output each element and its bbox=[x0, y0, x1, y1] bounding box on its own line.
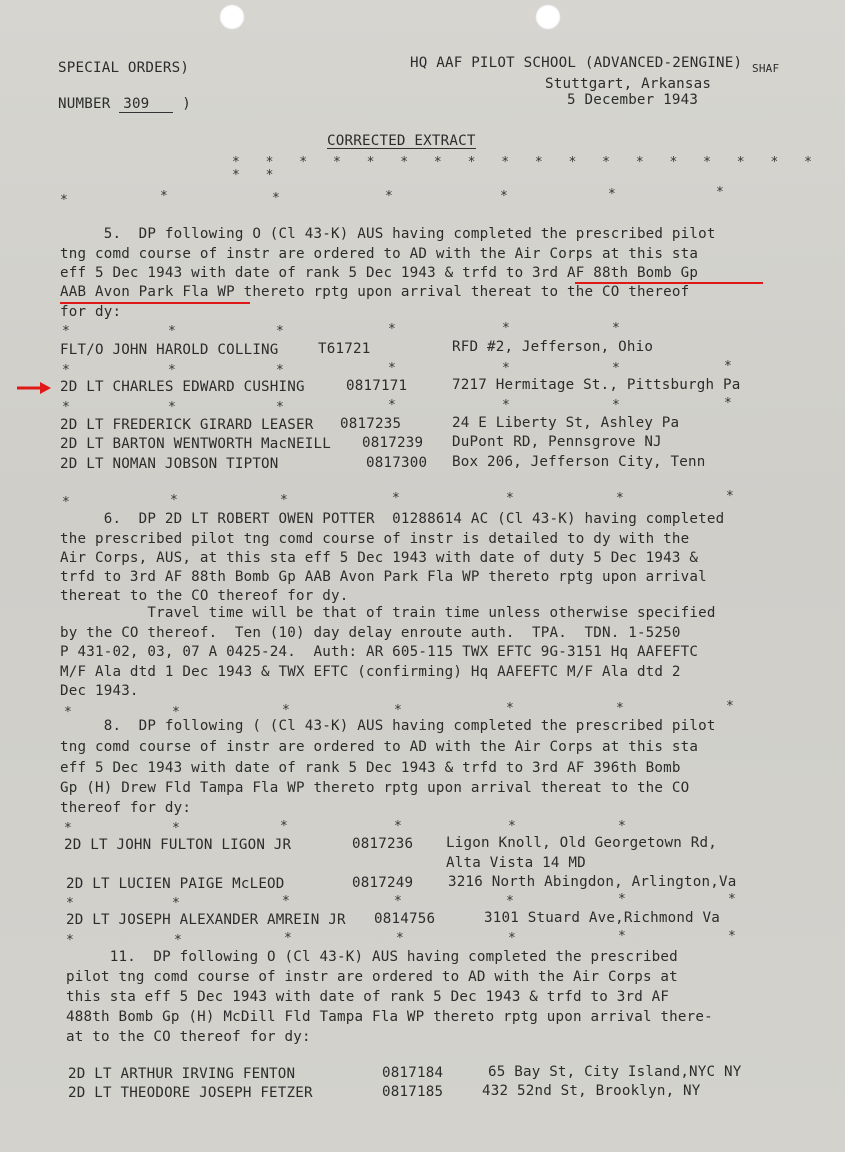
person-address: 432 52nd St, Brooklyn, NY bbox=[482, 1083, 701, 1099]
separator-stars: * bbox=[276, 400, 284, 415]
person-name: 2D LT THEODORE JOSEPH FETZER bbox=[68, 1085, 313, 1101]
separator-stars: * bbox=[726, 489, 734, 504]
separator-stars: * bbox=[168, 324, 176, 339]
paragraph-line: 11. DP following O (Cl 43-K) AUS having completed the prescribed bbox=[66, 949, 678, 965]
separator-stars: * bbox=[388, 361, 396, 376]
separator-stars: * bbox=[172, 821, 180, 836]
paragraph-line: AAB Avon Park Fla WP thereto rptg upon arrival thereat to the CO thereof bbox=[60, 284, 690, 300]
separator-stars: * bbox=[60, 193, 68, 208]
separator-stars: * bbox=[726, 699, 734, 714]
person-serial: 0817171 bbox=[346, 378, 408, 394]
paragraph-line: the prescribed pilot tng comd course of instr is detailed to dy with the bbox=[60, 531, 690, 547]
separator-stars: * bbox=[506, 701, 514, 716]
extract-title: CORRECTED EXTRACT bbox=[327, 133, 476, 149]
separator-stars: * bbox=[394, 703, 402, 718]
separator-stars: * bbox=[62, 495, 70, 510]
paragraph-line: eff 5 Dec 1943 with date of rank 5 Dec 1943 & trfd to 3rd AF 396th Bomb bbox=[60, 760, 681, 776]
separator-stars: * bbox=[724, 396, 732, 411]
paragraph-line: for dy: bbox=[60, 304, 122, 320]
paragraph-line: 488th Bomb Gp (H) McDill Fld Tampa Fla WP thereto rptg upon arrival there- bbox=[66, 1009, 713, 1025]
separator-stars: * bbox=[388, 322, 396, 337]
person-address-line2: Alta Vista 14 MD bbox=[446, 855, 586, 871]
separator-stars: * bbox=[724, 359, 732, 374]
separator-stars: * bbox=[385, 189, 393, 204]
punch-hole bbox=[219, 4, 245, 30]
paragraph-line: M/F Ala dtd 1 Dec 1943 & TWX EFTC (confirming) Hq AAFEFTC M/F Ala dtd 2 bbox=[60, 664, 681, 680]
paragraph-line: thereof for dy: bbox=[60, 800, 192, 816]
paragraph-line: tng comd course of instr are ordered to AD with the Air Corps at this sta bbox=[60, 246, 699, 262]
person-name: 2D LT BARTON WENTWORTH MacNEILL bbox=[60, 436, 331, 452]
separator-stars: * bbox=[612, 398, 620, 413]
person-address: RFD #2, Jefferson, Ohio bbox=[452, 339, 654, 355]
separator-stars: * bbox=[172, 896, 180, 911]
order-number: NUMBER 309 ) bbox=[58, 96, 191, 112]
person-serial: 0817239 bbox=[362, 435, 424, 451]
person-serial: 0817249 bbox=[352, 875, 414, 891]
separator-stars: * bbox=[728, 929, 736, 944]
separator-stars: * bbox=[280, 819, 288, 834]
paragraph-line: P 431-02, 03, 07 A 0425-24. Auth: AR 605-115 TWX EFTC 9G-3151 Hq AAFEFTC bbox=[60, 644, 699, 660]
separator-stars: * bbox=[280, 493, 288, 508]
person-name: 2D LT JOHN FULTON LIGON JR bbox=[64, 837, 292, 853]
separator-stars: * bbox=[160, 189, 168, 204]
separator-stars: * bbox=[506, 491, 514, 506]
separator-stars: * bbox=[388, 398, 396, 413]
person-name: 2D LT CHARLES EDWARD CUSHING bbox=[60, 379, 305, 395]
paragraph-line: 6. DP 2D LT ROBERT OWEN POTTER 01288614 AC (Cl 43-K) having completed bbox=[60, 511, 725, 527]
separator-stars: * bbox=[62, 324, 70, 339]
punch-hole bbox=[535, 4, 561, 30]
separator-stars: * bbox=[172, 705, 180, 720]
red-underline bbox=[575, 282, 763, 284]
separator-stars: * bbox=[394, 819, 402, 834]
paragraph-line: 5. DP following O (Cl 43-K) AUS having completed the prescribed pilot bbox=[60, 226, 716, 242]
separator-stars: * bbox=[618, 892, 626, 907]
person-serial: 0814756 bbox=[374, 911, 436, 927]
order-date: 5 December 1943 bbox=[567, 92, 699, 108]
separator-stars: * bbox=[396, 931, 404, 946]
hq-line: HQ AAF PILOT SCHOOL (ADVANCED-2ENGINE) bbox=[410, 55, 743, 71]
hq-suffix: SHAF bbox=[752, 62, 780, 75]
hq-location: Stuttgart, Arkansas bbox=[545, 76, 712, 92]
separator-stars: * bbox=[66, 933, 74, 948]
paragraph-line: Dec 1943. bbox=[60, 683, 139, 699]
separator-stars: * bbox=[612, 321, 620, 336]
separator-stars: * bbox=[508, 819, 516, 834]
separator-stars: * bbox=[66, 896, 74, 911]
person-address: 65 Bay St, City Island,NYC NY bbox=[488, 1064, 742, 1080]
separator-stars: * bbox=[618, 819, 626, 834]
separator-stars: * bbox=[62, 363, 70, 378]
red-arrow-icon bbox=[16, 381, 52, 395]
person-name: 2D LT LUCIEN PAIGE McLEOD bbox=[66, 876, 285, 892]
separator-stars: * bbox=[64, 705, 72, 720]
separator-stars: * bbox=[174, 933, 182, 948]
separator-stars: * bbox=[500, 189, 508, 204]
separator-stars: * bbox=[616, 491, 624, 506]
separator-stars: * bbox=[168, 363, 176, 378]
separator-stars: * bbox=[64, 821, 72, 836]
paragraph-line: tng comd course of instr are ordered to AD with the Air Corps at this sta bbox=[60, 739, 699, 755]
person-serial: 0817185 bbox=[382, 1084, 444, 1100]
separator-stars: * bbox=[392, 491, 400, 506]
paragraph-line: Gp (H) Drew Fld Tampa Fla WP thereto rptg upon arrival thereat to the CO bbox=[60, 780, 690, 796]
paragraph-line: at to the CO thereof for dy: bbox=[66, 1029, 311, 1045]
paragraph-line: trfd to 3rd AF 88th Bomb Gp AAB Avon Park Fla WP thereto rptg upon arrival bbox=[60, 569, 707, 585]
person-serial: 0817300 bbox=[366, 455, 428, 471]
separator-stars: * bbox=[168, 400, 176, 415]
separator-stars: * * * * * * * * * * * * * * * * * * * * bbox=[232, 155, 821, 183]
separator-stars: * bbox=[282, 703, 290, 718]
separator-stars: * bbox=[62, 400, 70, 415]
separator-stars: * bbox=[506, 894, 514, 909]
separator-stars: * bbox=[502, 321, 510, 336]
paragraph-line: Air Corps, AUS, at this sta eff 5 Dec 1943 with date of duty 5 Dec 1943 & bbox=[60, 550, 699, 566]
person-name: FLT/O JOHN HAROLD COLLING bbox=[60, 342, 279, 358]
paragraph-line: pilot tng comd course of instr are ordered to AD with the Air Corps at bbox=[66, 969, 678, 985]
person-address: 3101 Stuard Ave,Richmond Va bbox=[484, 910, 721, 926]
separator-stars: * bbox=[608, 187, 616, 202]
separator-stars: * bbox=[616, 701, 624, 716]
person-address: Ligon Knoll, Old Georgetown Rd, bbox=[446, 835, 717, 851]
separator-stars: * bbox=[502, 361, 510, 376]
separator-stars: * bbox=[394, 894, 402, 909]
person-serial: T61721 bbox=[318, 341, 371, 357]
person-address: Box 206, Jefferson City, Tenn bbox=[452, 454, 706, 470]
special-orders-label: SPECIAL ORDERS) bbox=[58, 60, 190, 76]
person-address: 7217 Hermitage St., Pittsburgh Pa bbox=[452, 377, 741, 393]
separator-stars: * bbox=[284, 931, 292, 946]
separator-stars: * bbox=[508, 931, 516, 946]
person-name: 2D LT JOSEPH ALEXANDER AMREIN JR bbox=[66, 912, 346, 928]
paragraph-line: 8. DP following ( (Cl 43-K) AUS having completed the prescribed pilot bbox=[60, 718, 716, 734]
separator-stars: * bbox=[502, 398, 510, 413]
separator-stars: * bbox=[728, 892, 736, 907]
separator-stars: * bbox=[272, 191, 280, 206]
person-serial: 0817184 bbox=[382, 1065, 444, 1081]
paragraph-line: eff 5 Dec 1943 with date of rank 5 Dec 1943 & trfd to 3rd AF 88th Bomb Gp bbox=[60, 265, 699, 281]
paragraph-line: Travel time will be that of train time unless otherwise specified bbox=[60, 605, 716, 621]
person-address: 24 E Liberty St, Ashley Pa bbox=[452, 415, 680, 431]
person-name: 2D LT FREDERICK GIRARD LEASER bbox=[60, 417, 314, 433]
separator-stars: * bbox=[618, 929, 626, 944]
person-name: 2D LT NOMAN JOBSON TIPTON bbox=[60, 456, 279, 472]
person-address: DuPont RD, Pennsgrove NJ bbox=[452, 434, 662, 450]
separator-stars: * bbox=[276, 324, 284, 339]
separator-stars: * bbox=[716, 185, 724, 200]
paragraph-line: this sta eff 5 Dec 1943 with date of rank 5 Dec 1943 & trfd to 3rd AF bbox=[66, 989, 670, 1005]
paragraph-line: by the CO thereof. Ten (10) day delay enroute auth. TPA. TDN. 1-5250 bbox=[60, 625, 681, 641]
separator-stars: * bbox=[282, 894, 290, 909]
person-serial: 0817236 bbox=[352, 836, 414, 852]
red-underline bbox=[60, 302, 250, 304]
separator-stars: * bbox=[612, 361, 620, 376]
paragraph-line: thereat to the CO thereof for dy. bbox=[60, 588, 349, 604]
person-serial: 0817235 bbox=[340, 416, 402, 432]
separator-stars: * bbox=[276, 363, 284, 378]
person-address: 3216 North Abingdon, Arlington,Va bbox=[448, 874, 737, 890]
person-name: 2D LT ARTHUR IRVING FENTON bbox=[68, 1066, 296, 1082]
separator-stars: * bbox=[170, 493, 178, 508]
